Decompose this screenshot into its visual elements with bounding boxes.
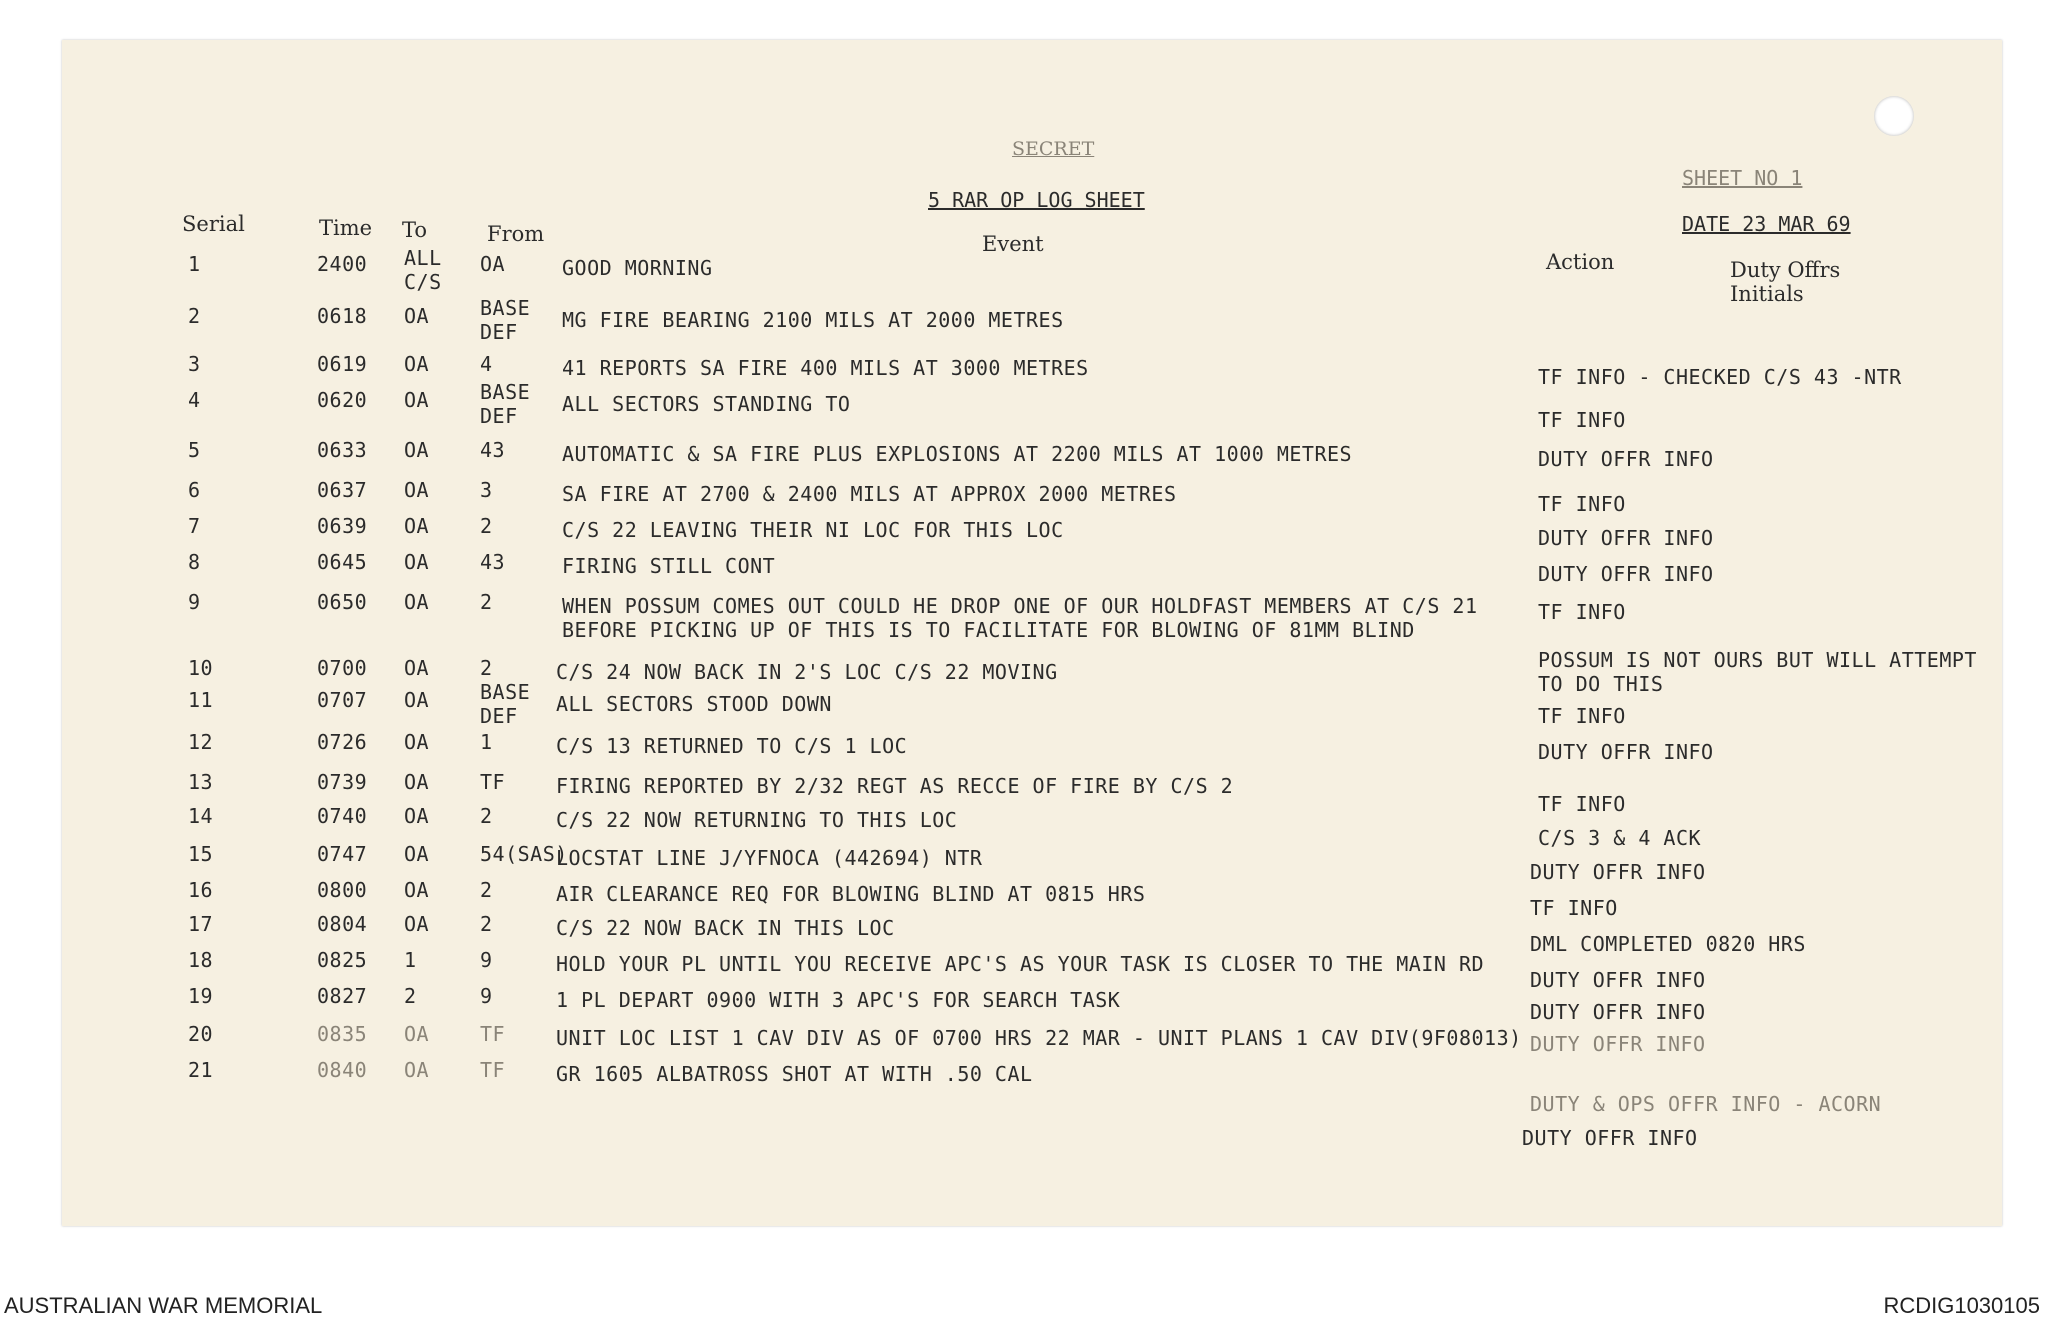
log-event-cell: ALL SECTORS STANDING TO [562,392,851,416]
log-serial-cell: 20 [188,1022,214,1046]
log-event-cell: SA FIRE AT 2700 & 2400 MILS AT APPROX 2000 METRES [562,482,1177,506]
classification-stamp: SECRET [1012,138,1095,160]
log-to-cell: OA [404,1022,430,1046]
log-serial-cell: 12 [188,730,214,754]
log-action-cell: DUTY OFFR INFO [1530,968,1706,992]
log-from-cell: 2 [480,590,493,614]
log-sheet-paper [62,40,2002,1226]
column-header-event: Event [982,232,1044,256]
log-to-cell: OA [404,388,430,412]
log-action-cell: DUTY OFFR INFO [1538,447,1714,471]
log-time-cell: 0620 [317,388,368,412]
log-from-cell: 9 [480,948,493,972]
log-action-cell: POSSUM IS NOT OURS BUT WILL ATTEMPT TO DO THIS [1538,648,1977,696]
log-from-cell: TF [480,770,506,794]
log-serial-cell: 5 [188,438,201,462]
punch-hole [1874,96,1914,136]
log-time-cell: 0740 [317,804,368,828]
log-to-cell: OA [404,304,430,328]
log-event-cell: FIRING STILL CONT [562,554,776,578]
log-to-cell: OA [404,912,430,936]
log-serial-cell: 15 [188,842,214,866]
log-from-cell: TF [480,1058,506,1082]
log-from-cell: 43 [480,550,506,574]
log-time-cell: 0645 [317,550,368,574]
log-to-cell: OA [404,842,430,866]
log-to-cell: OA [404,878,430,902]
log-date: DATE 23 MAR 69 [1682,212,1851,236]
log-event-cell: FIRING REPORTED BY 2/32 REGT AS RECCE OF FIRE BY C/S 2 [556,774,1234,798]
log-time-cell: 0639 [317,514,368,538]
log-event-cell: LOCSTAT LINE J/YFNOCA (442694) NTR [556,846,983,870]
log-from-cell: TF [480,1022,506,1046]
column-header-duty-offrs-initials: Duty Offrs Initials [1730,258,1841,306]
log-serial-cell: 11 [188,688,214,712]
log-event-cell: AUTOMATIC & SA FIRE PLUS EXPLOSIONS AT 2200 MILS AT 1000 METRES [562,442,1353,466]
log-action-cell: DUTY OFFR INFO [1538,562,1714,586]
log-from-cell: 43 [480,438,506,462]
log-serial-cell: 21 [188,1058,214,1082]
column-header-to: To [402,218,428,242]
log-to-cell: OA [404,688,430,712]
log-from-cell: 2 [480,656,493,680]
log-time-cell: 0739 [317,770,368,794]
log-time-cell: 0618 [317,304,368,328]
log-event-cell: C/S 22 NOW RETURNING TO THIS LOC [556,808,958,832]
log-to-cell: OA [404,656,430,680]
log-event-cell: HOLD YOUR PL UNTIL YOU RECEIVE APC'S AS YOUR TASK IS CLOSER TO THE MAIN RD [556,952,1485,976]
log-event-cell: MG FIRE BEARING 2100 MILS AT 2000 METRES [562,308,1064,332]
log-serial-cell: 9 [188,590,201,614]
column-header-from: From [487,222,545,246]
log-to-cell: OA [404,770,430,794]
log-from-cell: 4 [480,352,493,376]
log-time-cell: 0637 [317,478,368,502]
log-serial-cell: 10 [188,656,214,680]
log-time-cell: 0825 [317,948,368,972]
log-from-cell: BASE DEF [480,296,531,344]
log-to-cell: OA [404,1058,430,1082]
log-time-cell: 0726 [317,730,368,754]
log-to-cell: ALL C/S [404,246,442,294]
log-action-cell: C/S 3 & 4 ACK [1538,826,1702,850]
log-action-cell: DUTY OFFR INFO [1538,740,1714,764]
footer-right-id: RCDIG1030105 [1883,1293,2040,1318]
log-from-cell: 54(SAS) [480,842,568,866]
sheet-number: SHEET NO 1 [1682,166,1803,190]
log-serial-cell: 8 [188,550,201,574]
log-serial-cell: 6 [188,478,201,502]
log-event-cell: GOOD MORNING [562,256,713,280]
log-action-cell: TF INFO - CHECKED C/S 43 -NTR [1538,365,1902,389]
log-serial-cell: 3 [188,352,201,376]
log-action-cell: DUTY & OPS OFFR INFO - ACORN [1530,1092,1882,1116]
column-header-action: Action [1546,250,1615,274]
log-to-cell: OA [404,514,430,538]
log-serial-cell: 17 [188,912,214,936]
log-action-cell: DUTY OFFR INFO [1530,860,1706,884]
log-time-cell: 0800 [317,878,368,902]
log-action-cell: TF INFO [1538,704,1626,728]
log-serial-cell: 18 [188,948,214,972]
log-to-cell: 2 [404,984,417,1008]
log-event-cell: 41 REPORTS SA FIRE 400 MILS AT 3000 METRES [562,356,1089,380]
log-time-cell: 0700 [317,656,368,680]
log-event-cell: UNIT LOC LIST 1 CAV DIV AS OF 0700 HRS 22 MAR - UNIT PLANS 1 CAV DIV(9F08013) [556,1026,1522,1050]
log-serial-cell: 14 [188,804,214,828]
log-from-cell: 2 [480,804,493,828]
log-event-cell: GR 1605 ALBATROSS SHOT AT WITH .50 CAL [556,1062,1033,1086]
log-to-cell: OA [404,804,430,828]
log-serial-cell: 4 [188,388,201,412]
log-time-cell: 0840 [317,1058,368,1082]
log-serial-cell: 16 [188,878,214,902]
log-time-cell: 0633 [317,438,368,462]
log-time-cell: 0707 [317,688,368,712]
log-action-cell: DUTY OFFR INFO [1538,526,1714,550]
log-serial-cell: 7 [188,514,201,538]
action-cell-extra: DUTY OFFR INFO [1522,1126,1698,1150]
log-time-cell: 2400 [317,252,368,276]
log-time-cell: 0835 [317,1022,368,1046]
log-time-cell: 0804 [317,912,368,936]
column-header-time: Time [319,216,373,240]
log-time-cell: 0619 [317,352,368,376]
log-from-cell: 1 [480,730,493,754]
log-time-cell: 0827 [317,984,368,1008]
log-event-cell: WHEN POSSUM COMES OUT COULD HE DROP ONE OF OUR HOLDFAST MEMBERS AT C/S 21 BEFORE PICKING UP OF THIS IS TO FACILITATE FOR BLOWING OF 81MM BLIND [562,594,1478,642]
log-from-cell: 2 [480,912,493,936]
log-action-cell: DUTY OFFR INFO [1530,1000,1706,1024]
log-from-cell: 9 [480,984,493,1008]
log-action-cell: TF INFO [1538,408,1626,432]
log-from-cell: BASE DEF [480,680,531,728]
log-to-cell: OA [404,438,430,462]
log-from-cell: BASE DEF [480,380,531,428]
log-event-cell: C/S 13 RETURNED TO C/S 1 LOC [556,734,908,758]
log-to-cell: OA [404,478,430,502]
log-action-cell: TF INFO [1538,600,1626,624]
log-action-cell: TF INFO [1538,792,1626,816]
log-action-cell: DUTY OFFR INFO [1530,1032,1706,1056]
document-title: 5 RAR OP LOG SHEET [928,188,1145,212]
log-to-cell: 1 [404,948,417,972]
log-from-cell: 3 [480,478,493,502]
log-action-cell: TF INFO [1538,492,1626,516]
log-serial-cell: 1 [188,252,201,276]
footer-left-credit: AUSTRALIAN WAR MEMORIAL [4,1293,323,1318]
log-from-cell: 2 [480,878,493,902]
log-time-cell: 0747 [317,842,368,866]
log-action-cell: TF INFO [1530,896,1618,920]
log-serial-cell: 13 [188,770,214,794]
log-event-cell: ALL SECTORS STOOD DOWN [556,692,832,716]
log-action-cell: DML COMPLETED 0820 HRS [1530,932,1806,956]
log-serial-cell: 2 [188,304,201,328]
log-to-cell: OA [404,550,430,574]
log-to-cell: OA [404,590,430,614]
log-event-cell: C/S 22 NOW BACK IN THIS LOC [556,916,895,940]
log-time-cell: 0650 [317,590,368,614]
column-header-serial: Serial [182,212,245,236]
log-event-cell: C/S 22 LEAVING THEIR NI LOC FOR THIS LOC [562,518,1064,542]
log-to-cell: OA [404,730,430,754]
log-to-cell: OA [404,352,430,376]
log-from-cell: OA [480,252,506,276]
log-event-cell: C/S 24 NOW BACK IN 2'S LOC C/S 22 MOVING [556,660,1058,684]
log-event-cell: 1 PL DEPART 0900 WITH 3 APC'S FOR SEARCH TASK [556,988,1121,1012]
log-from-cell: 2 [480,514,493,538]
log-serial-cell: 19 [188,984,214,1008]
log-event-cell: AIR CLEARANCE REQ FOR BLOWING BLIND AT 0815 HRS [556,882,1146,906]
